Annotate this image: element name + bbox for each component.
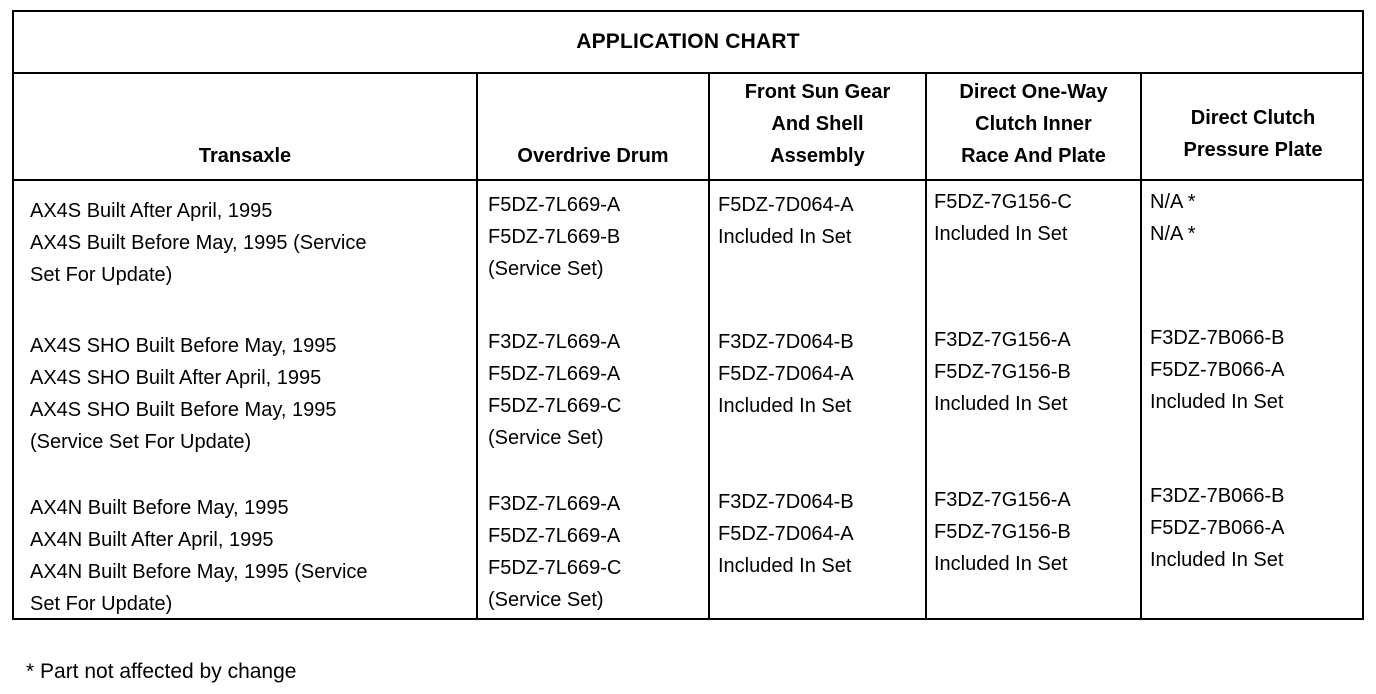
row-1-direct-one-way-clutch: F5DZ-7G156-C Included In Set (934, 191, 1072, 245)
row-1-overdrive-drum: F5DZ-7L669-A F5DZ-7L669-B (Service Set) (488, 194, 621, 280)
header-direct-one-way-clutch: Direct One-Way Clutch Inner Race And Plate (959, 81, 1108, 167)
header-overdrive-drum: Overdrive Drum (517, 145, 669, 167)
row-3-front-sun-gear: F3DZ-7D064-B F5DZ-7D064-A Included In Set (718, 491, 854, 577)
header-front-sun-gear: Front Sun Gear And Shell Assembly (744, 81, 891, 167)
row-1-front-sun-gear: F5DZ-7D064-A Included In Set (718, 194, 854, 248)
header-transaxle: Transaxle (198, 145, 292, 167)
row-3-direct-one-way-clutch: F3DZ-7G156-A F5DZ-7G156-B Included In Set (934, 489, 1071, 575)
row-3-direct-clutch-pressure-plate: F3DZ-7B066-B F5DZ-7B066-A Included In Set (1150, 485, 1285, 571)
row-2-transaxle: AX4S SHO Built Before May, 1995 AX4S SHO Built After April, 1995 AX4S SHO Built Before May, 1995 (Service Set For Update) (30, 335, 337, 453)
row-1-direct-clutch-pressure-plate: N/A * N/A * (1150, 191, 1196, 245)
header-direct-clutch-pressure-plate: Direct Clutch Pressure Plate (1183, 107, 1323, 161)
chart-grid (14, 74, 1362, 620)
footnote: * Part not affected by change (26, 660, 297, 683)
row-2-front-sun-gear: F3DZ-7D064-B F5DZ-7D064-A Included In Set (718, 331, 854, 417)
row-1-transaxle: AX4S Built After April, 1995 AX4S Built Before May, 1995 (Service Set For Update) (30, 200, 367, 286)
row-3-transaxle: AX4N Built Before May, 1995 AX4N Built After April, 1995 AX4N Built Before May, 1995 (Service Set For Update) (30, 497, 368, 615)
row-2-direct-one-way-clutch: F3DZ-7G156-A F5DZ-7G156-B Included In Set (934, 329, 1071, 415)
row-2-direct-clutch-pressure-plate: F3DZ-7B066-B F5DZ-7B066-A Included In Set (1150, 327, 1285, 413)
application-chart-table (12, 10, 1364, 620)
chart-title: APPLICATION CHART (14, 12, 1362, 74)
row-2-overdrive-drum: F3DZ-7L669-A F5DZ-7L669-A F5DZ-7L669-C (Service Set) (488, 331, 622, 449)
row-3-overdrive-drum: F3DZ-7L669-A F5DZ-7L669-A F5DZ-7L669-C (Service Set) (488, 493, 622, 611)
